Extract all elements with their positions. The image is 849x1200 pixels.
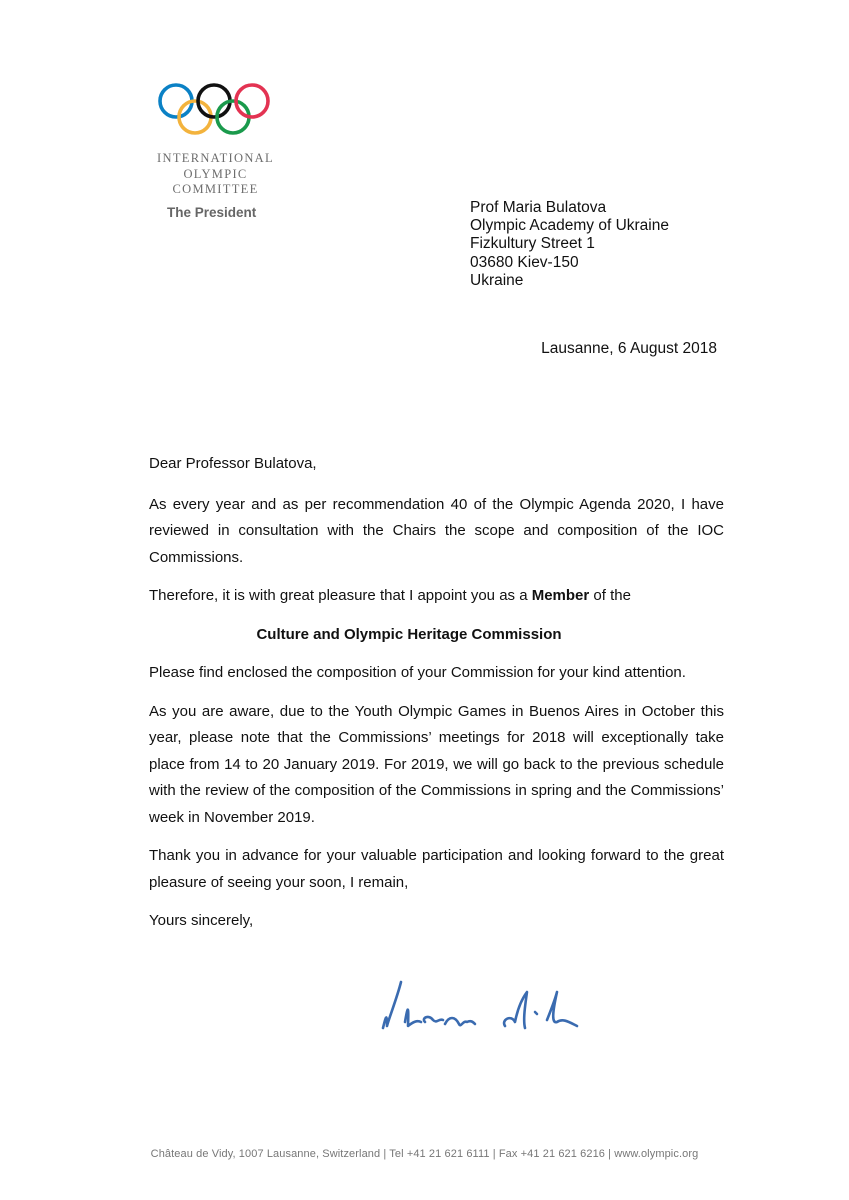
address-line: Prof Maria Bulatova [470, 199, 607, 216]
address-line: Ukraine [470, 271, 524, 289]
role: Member [531, 587, 590, 604]
closing: Yours sincerely, [149, 912, 254, 929]
organization-name [148, 151, 283, 198]
org-line: INTERNATIONAL [157, 151, 274, 165]
org-line: COMMITTEE [172, 182, 259, 196]
commission-name: Culture and Olympic Heritage Commission [256, 625, 562, 643]
paragraph: As every year and as per recommendation 40 of the Olympic Agenda 2020, I have reviewed in consultation with the Chairs the scope and composition of the IOC Commissions. [149, 495, 724, 566]
paragraph: As you are aware, due to the Youth Olympic Games in Buenos Aires in October this year, please note that the Commissions’ meetings for 2018 will exceptionally take place from 14 to 20 January 2019. For 2019, we will go back to the previous schedule with the review of the composition of the Commissions in spring and the Commissions’ week in November 2019. [149, 702, 724, 826]
letter-body [149, 451, 724, 947]
recipient-address [470, 199, 669, 290]
paragraph: Please find enclosed the composition of your Commission for your kind attention. [149, 664, 686, 681]
olympic-rings-icon [150, 80, 285, 150]
address-line: Olympic Academy of Ukraine [470, 217, 669, 235]
address-line: 03680 Kiev-150 [470, 253, 579, 271]
paragraph: Thank you in advance for your valuable participation and looking forward to the great pleasure of seeing your soon, I remain, [149, 847, 724, 891]
footer-contact: Château de Vidy, 1007 Lausanne, Switzerland | Tel +41 21 621 6111 | Fax +41 21 621 6216 | www.olympic.org [150, 1148, 699, 1160]
handwritten-signature-icon [375, 970, 595, 1050]
office-title: The President [167, 205, 257, 220]
salutation: Dear Professor Bulatova, [149, 455, 317, 472]
org-line: OLYMPIC [183, 166, 248, 181]
appointment-paragraph [149, 583, 724, 610]
address-line: Fizkultury Street 1 [470, 235, 595, 253]
text: of the [589, 587, 631, 604]
text: Therefore, it is with great pleasure that I appoint you as a [149, 587, 532, 604]
date-line: Lausanne, 6 August 2018 [541, 340, 717, 357]
